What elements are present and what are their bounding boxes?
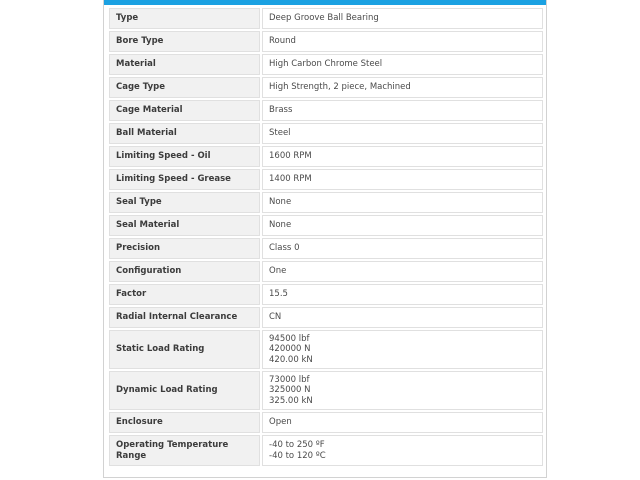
spec-row-dynamic-load-rating	[109, 371, 543, 410]
spec-row-type	[109, 8, 543, 29]
spec-value: 1600 RPM	[262, 146, 543, 167]
spec-row-operating-temperature-range	[109, 435, 543, 466]
spec-label: Operating Temperature Range	[109, 435, 260, 466]
spec-value: Class 0	[262, 238, 543, 259]
spec-label: Seal Type	[109, 192, 260, 213]
spec-row-seal-material	[109, 215, 543, 236]
spec-row-seal-type	[109, 192, 543, 213]
spec-value: Steel	[262, 123, 543, 144]
spec-value: Open	[262, 412, 543, 433]
spec-row-limiting-speed-oil	[109, 146, 543, 167]
spec-value: 1400 RPM	[262, 169, 543, 190]
spec-row-configuration	[109, 261, 543, 282]
spec-label: Factor	[109, 284, 260, 305]
spec-row-cage-material	[109, 100, 543, 121]
spec-label: Static Load Rating	[109, 330, 260, 369]
spec-value: High Strength, 2 piece, Machined	[262, 77, 543, 98]
spec-value: Deep Groove Ball Bearing	[262, 8, 543, 29]
spec-label: Limiting Speed - Oil	[109, 146, 260, 167]
spec-label: Radial Internal Clearance	[109, 307, 260, 328]
spec-label: Precision	[109, 238, 260, 259]
spec-value: None	[262, 192, 543, 213]
specifications-table	[107, 6, 545, 468]
spec-value: 94500 lbf 420000 N 420.00 kN	[262, 330, 543, 369]
spec-row-cage-type	[109, 77, 543, 98]
spec-row-enclosure	[109, 412, 543, 433]
spec-row-limiting-speed-grease	[109, 169, 543, 190]
spec-row-ball-material	[109, 123, 543, 144]
spec-row-radial-internal-clearance	[109, 307, 543, 328]
spec-label: Dynamic Load Rating	[109, 371, 260, 410]
spec-label: Seal Material	[109, 215, 260, 236]
spec-label: Limiting Speed - Grease	[109, 169, 260, 190]
spec-row-static-load-rating	[109, 330, 543, 369]
spec-row-material	[109, 54, 543, 75]
spec-value: 15.5	[262, 284, 543, 305]
spec-value: 73000 lbf 325000 N 325.00 kN	[262, 371, 543, 410]
specifications-header-bar	[104, 0, 546, 5]
spec-row-factor	[109, 284, 543, 305]
specifications-panel	[103, 0, 547, 478]
spec-value: CN	[262, 307, 543, 328]
spec-label: Ball Material	[109, 123, 260, 144]
spec-label: Cage Type	[109, 77, 260, 98]
spec-row-bore-type	[109, 31, 543, 52]
spec-value: -40 to 250 ºF -40 to 120 ºC	[262, 435, 543, 466]
spec-value: Brass	[262, 100, 543, 121]
spec-label: Enclosure	[109, 412, 260, 433]
spec-label: Type	[109, 8, 260, 29]
spec-value: Round	[262, 31, 543, 52]
spec-label: Cage Material	[109, 100, 260, 121]
spec-value: None	[262, 215, 543, 236]
spec-label: Material	[109, 54, 260, 75]
spec-row-precision	[109, 238, 543, 259]
spec-value: One	[262, 261, 543, 282]
spec-value: High Carbon Chrome Steel	[262, 54, 543, 75]
spec-label: Configuration	[109, 261, 260, 282]
spec-label: Bore Type	[109, 31, 260, 52]
